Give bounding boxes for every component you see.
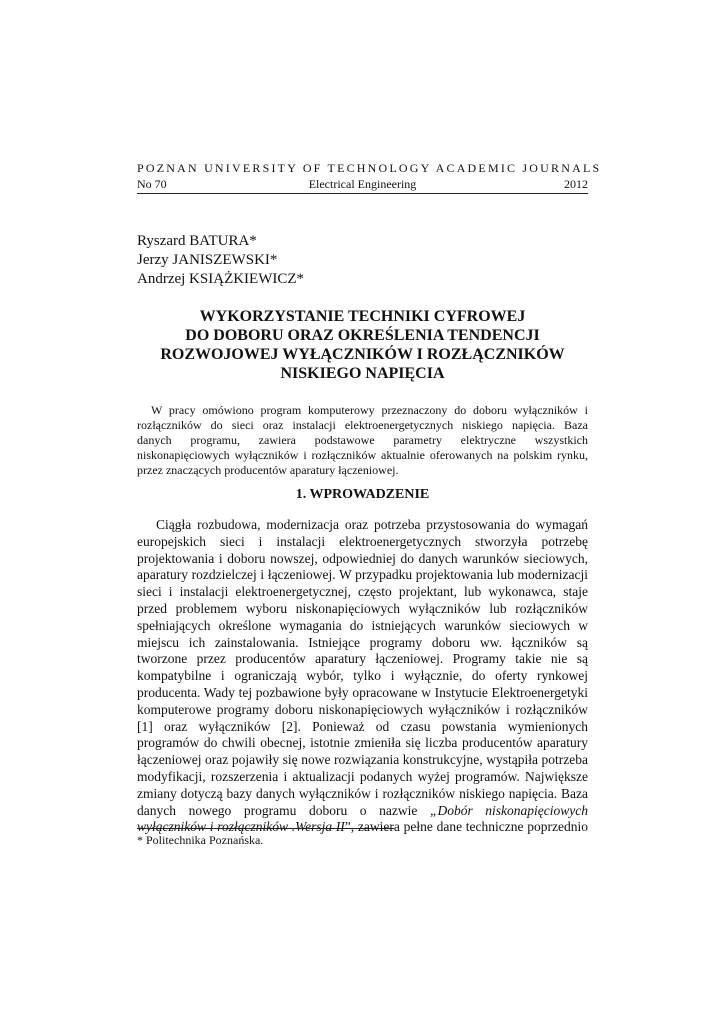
body-line: sieci i instalacji elektroenergetycznej, często projektant, lub wykonawca, staje	[137, 584, 588, 600]
body-text	[137, 517, 588, 836]
title-line: ROZWOJOWEJ WYŁĄCZNIKÓW I ROZŁĄCZNIKÓW	[160, 346, 565, 363]
body-line: [1] oraz wyłączników [2]. Ponieważ od czasu powstania wymienionych	[137, 718, 588, 734]
body-line: komputerowe programy doboru niskonapięciowych wyłączników i rozłączników	[137, 701, 588, 717]
abstract-line: przez znaczących producentów aparatury łączeniowej.	[137, 463, 399, 477]
author-list	[137, 232, 304, 289]
author: Andrzej KSIĄŻKIEWICZ*	[137, 271, 305, 287]
abstract-line: rozłączników do sieci oraz instalacji elektroenergetycznych niskiego napięcia. Baza	[137, 418, 588, 432]
title-line: NISKIEGO NAPIĘCIA	[280, 365, 445, 382]
body-line	[137, 803, 588, 820]
footnote-rule	[137, 828, 394, 829]
issue-number: No 70	[137, 177, 167, 191]
body-line: Ciągła rozbudowa, modernizacja oraz potrzeba przystosowania do wymagań	[156, 517, 588, 532]
body-text-run: danych nowego programu doboru o nazwie	[137, 802, 430, 818]
journal-name: POZNAN UNIVERSITY OF TECHNOLOGY ACADEMIC JOURNALS	[137, 161, 602, 175]
body-line: aparatury rozdzielczej i łączeniowej. W przypadku projektowania lub modernizacji	[137, 567, 588, 583]
body-line: europejskich sieci i instalacji elektroenergetycznych stworzyła potrzebę	[137, 533, 588, 549]
program-name-italic: wyłączników i rozłączników .Wersja II	[137, 819, 345, 835]
body-line: producenta. Wady tej pozbawione były opracowane w Instytucie Elektroenergetyki	[137, 684, 588, 700]
paper-title	[137, 307, 588, 383]
body-line: miejscu ich zainstalowania. Istniejące programy doboru ww. łączników są	[137, 634, 588, 650]
body-line: przed problemem wyboru niskonapięciowych wyłączników lub rozłączników	[137, 600, 588, 616]
body-line: kompatybilne i ograniczają wybór, tylko i wyłącznie, do oferty rynkowej	[137, 668, 588, 684]
body-line: tworzone przez producentów aparatury łączeniowej. Programy takie nie są	[137, 651, 588, 667]
author: Ryszard BATURA*	[137, 233, 257, 249]
title-line: WYKORZYSTANIE TECHNIKI CYFROWEJ	[199, 308, 526, 325]
body-line: łączeniowej oraz pojawiły się nowe rozwiązania konstrukcyjne, wystąpiła potrzeba	[137, 752, 588, 768]
section-heading: 1. WPROWADZENIE	[295, 487, 430, 502]
body-line: programów do chwili obecnej, istotnie zmieniła się liczba producentów aparatury	[137, 735, 588, 751]
issue-info	[137, 177, 588, 192]
body-line: projektowania i doboru nowszej, odpowiedniej do danych warunków sieciowych,	[137, 550, 588, 566]
body-text-run: ”, zawiera pełne dane techniczne poprzednio	[344, 819, 588, 835]
abstract-line: W pracy omówiono program komputerowy przeznaczony do doboru wyłączników i	[151, 403, 588, 417]
author: Jerzy JANISZEWSKI*	[137, 252, 278, 268]
program-name-italic: „Dobór niskonapięciowych	[429, 802, 589, 818]
journal-field: Electrical Engineering	[308, 177, 417, 191]
header-rule	[137, 193, 588, 194]
body-line: spełniających określone wymagania do istniejących warunków sieciowych w	[137, 617, 588, 633]
body-line: modyfikacji, rozszerzenia i aktualizacji podanych wyżej programów. Największe	[137, 768, 588, 784]
footnote: * Politechnika Poznańska.	[137, 833, 264, 847]
abstract-line: danych programu, zawiera podstawowe parametry elektryczne wszystkich	[137, 433, 588, 447]
abstract	[137, 403, 588, 478]
title-line: DO DOBORU ORAZ OKREŚLENIA TENDENCJI	[185, 327, 540, 344]
issue-year: 2012	[564, 177, 588, 191]
abstract-line: niskonapięciowych wyłączników i rozłączników aktualnie oferowanych na polskim rynku,	[137, 448, 588, 462]
body-line: zmiany dotyczą bazy danych wyłączników i rozłączników niskiego napięcia. Baza	[137, 785, 588, 801]
